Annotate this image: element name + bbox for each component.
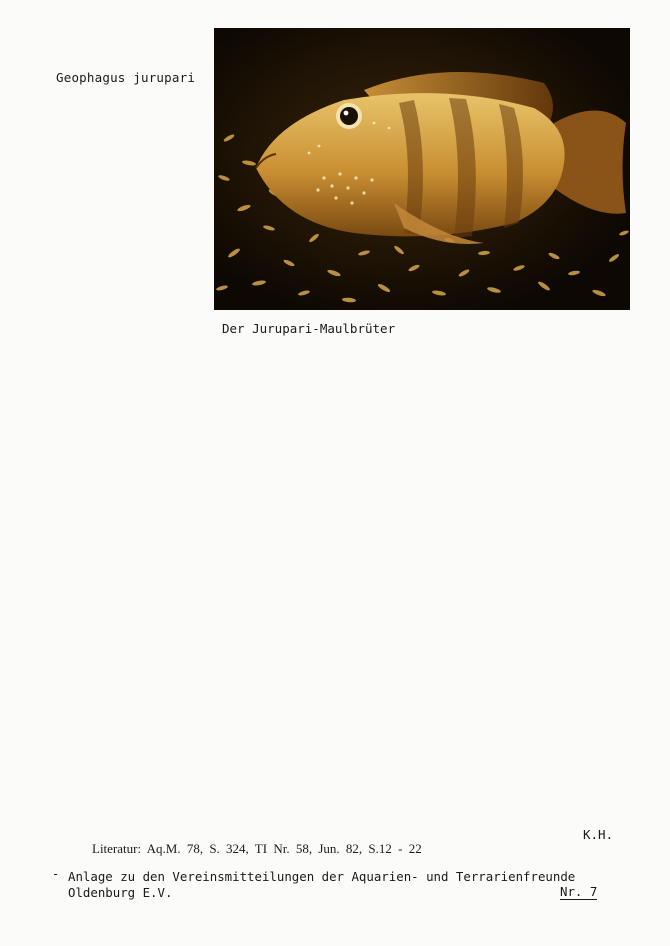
fish-photo bbox=[214, 28, 630, 310]
annex-line-1: Anlage zu den Vereinsmitteilungen der Aquarien- und Terrarienfreunde bbox=[68, 869, 576, 884]
annex-note bbox=[68, 869, 628, 901]
article-title: Der Jurupari-Maulbrüter bbox=[222, 321, 396, 336]
author-initials: K.H. bbox=[583, 827, 614, 842]
literature-reference: Literatur: Aq.M. 78, S. 324, TI Nr. 58, Jun. 82, S.12 - 22 bbox=[92, 841, 422, 856]
fish-illustration bbox=[214, 28, 630, 310]
annex-line-2: Oldenburg E.V. bbox=[68, 885, 173, 900]
issue-number: Nr. 7 bbox=[560, 884, 598, 899]
annex-dash: - bbox=[52, 867, 60, 881]
species-name: Geophagus jurupari bbox=[56, 70, 196, 85]
